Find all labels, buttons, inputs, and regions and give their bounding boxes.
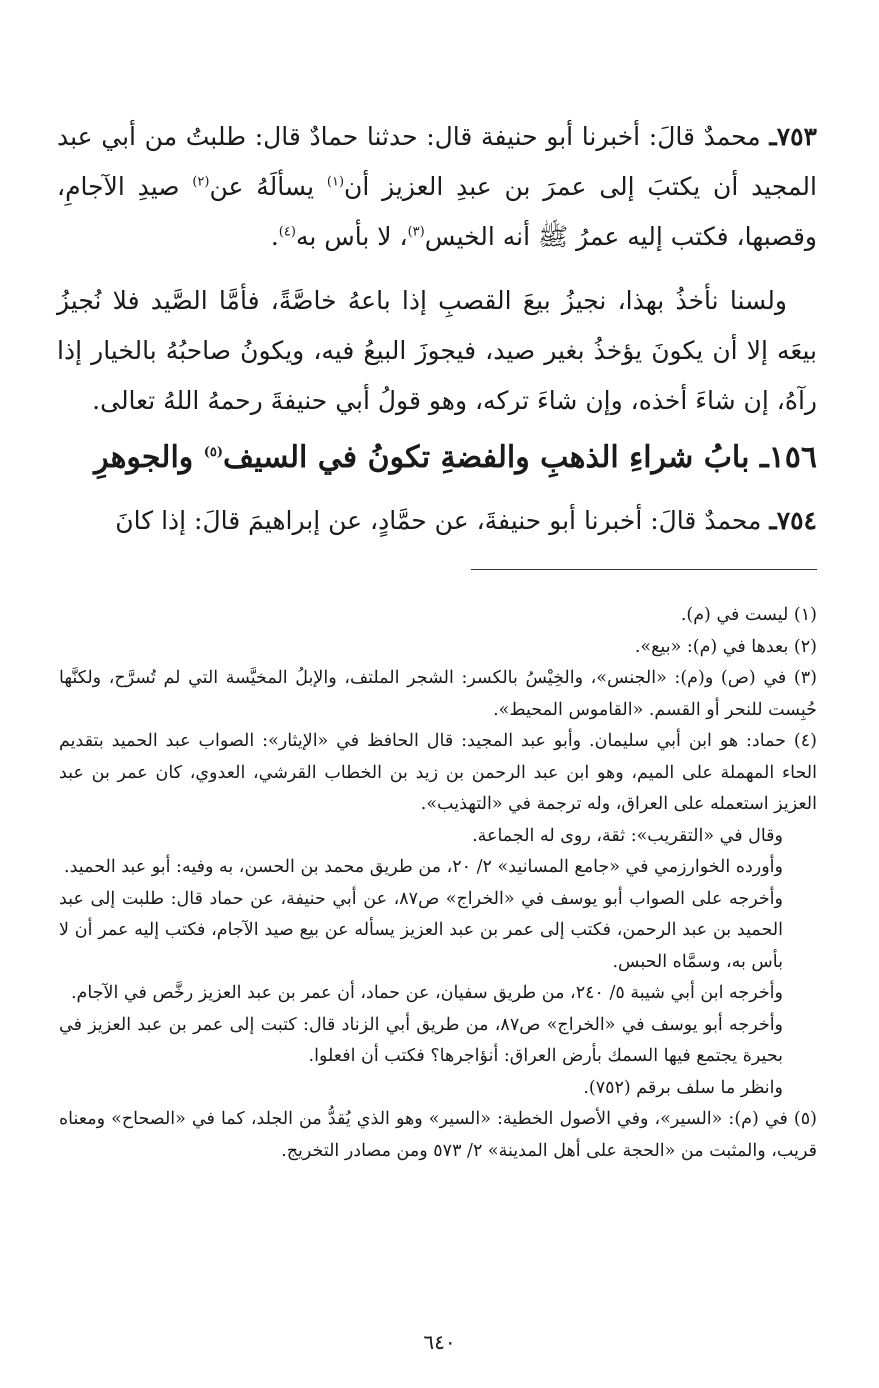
footnote-separator (471, 569, 817, 570)
main-text (57, 112, 817, 440)
footnote-4-continued: وأخرجه على الصواب أبو يوسف في «الخراج» ص٨٧، عن أبي حنيفة، عن حماد قال: طلبت إلى عبد الحميد بن عبد الرحمن، فكتب إلى عمر بن عبد العزيز يسأله عن بيع صيد الآجام، فكتب إليه عمر أن لا بأس به، وسمَّاه الحبس. (59, 888, 783, 972)
footnote-ref-2: (٢) (192, 174, 210, 190)
footnote-3: (٣) في (ص) و(م): «الجنس»، والخِيْسُ بالكسر: الشجر الملتف، والإبلُ المخيَّسة التي لم تُسرَّح، ولكنَّها حُبِست للنحر أو القسم. «القاموس المحيط». (59, 668, 817, 720)
footnote-4-continued: وأخرجه أبو يوسف في «الخراج» ص٨٧، من طريق أبي الزناد قال: كتبت إلى عمر بن عبد العزيز في بحيرة يجتمع فيها السمك بأرض العراق: أنؤاجرها؟ فكتب أن افعلوا. (59, 1014, 784, 1066)
hadith-754: ٧٥٤ـ محمدٌ قالَ: أخبرنا أبو حنيفةَ، عن حمَّادٍ، عن إبراهيمَ قالَ: إذا كانَ (115, 506, 817, 535)
footnote-4-continued: وأورده الخوارزمي في «جامع المسانيد» ٢/ ٢٠، من طريق محمد بن الحسن، به وفيه: أبو عبد الحميد. (64, 857, 783, 877)
hadith-753: ٧٥٣ـ محمدٌ قالَ: أخبرنا أبو حنيفة قال: حدثنا حمادٌ قال: طلبتُ من أبي عبد المجيد أن يكتبَ إلى عمرَ بن عبدِ العزيز أن$^{(١)}$ يسألَهُ عن$^{(٢)}$ صيدِ الآجامِ، وقصبها، فكتب إليه عمرُ ﷺ أنه الخيس$^{(٣)}$، لا بأس به$^{(٤)}$. (57, 122, 817, 251)
footnotes (59, 600, 817, 1167)
hadith-number: ٧٥٣ـ (769, 122, 817, 151)
footnote-ref-1: (١) (326, 174, 345, 190)
footnote-1: (١) ليست في (م). (680, 605, 817, 625)
chapter-heading: ١٥٦ـ بابُ شراءِ الذهبِ والفضةِ تكونُ في السيف$^{(٥)}$ والجوهرِ (94, 440, 817, 475)
hadith-number: ٧٥٤ـ (769, 506, 817, 535)
footnote-4-continued: وانظر ما سلف برقم (٧٥٢). (583, 1077, 783, 1098)
footnote-2: (٢) بعدها في (م): «بيع». (634, 636, 817, 657)
footnote-ref-4: (٤) (278, 224, 296, 240)
page-number: ٦٤٠ (423, 1330, 456, 1354)
footnote-4-continued: وأخرجه ابن أبي شيبة ٥/ ٢٤٠، من طريق سفيان، عن حماد، أن عمر بن عبد العزيز رخَّص في الآجام. (70, 983, 783, 1003)
footnote-4-continued: وقال في «التقريب»: ثقة، روى له الجماعة. (472, 825, 783, 846)
footnote-ref-3: (٣) (407, 224, 425, 240)
footnote-ref-5: (٥) (203, 445, 224, 460)
footnote-5: (٥) في (م): «السير»، وفي الأصول الخطية: «السير» وهو الذي يُقدُّ من الجلد، كما في «الصحاح» ومعناه قريب، والمثبت من «الحجة على أهل المدينة» ٢/ ٥٧٣ ومن مصادر التخريج. (59, 1109, 817, 1161)
footnote-4: (٤) حماد: هو ابن أبي سليمان. وأبو عبد المجيد: قال الحافظ في «الإيثار»: الصواب عبد الحميد بتقديم الحاء المهملة على الميم، وهو ابن عبد الرحمن بن زيد بن الخطاب القرشي، العدوي، كان عمر بن عبد العزيز استعمله على العراق، وله ترجمة في «التهذيب». (59, 731, 817, 814)
commentary-paragraph: ولسنا نأخذُ بهذا، نجيزُ بيعَ القصبِ إذا باعهُ خاصَّةً، فأمَّا الصَّيد فلا نُجيزُ بيعَه إلا أن يكونَ يؤخذُ بغير صيد، فيجوزَ البيعُ فيه، ويكونُ صاحبُهُ بالخيار إذا رآهُ، إن شاءَ أخذه، وإن شاءَ تركه، وهو قولُ أبي حنيفةَ رحمهُ اللهُ تعالى. (57, 286, 817, 415)
